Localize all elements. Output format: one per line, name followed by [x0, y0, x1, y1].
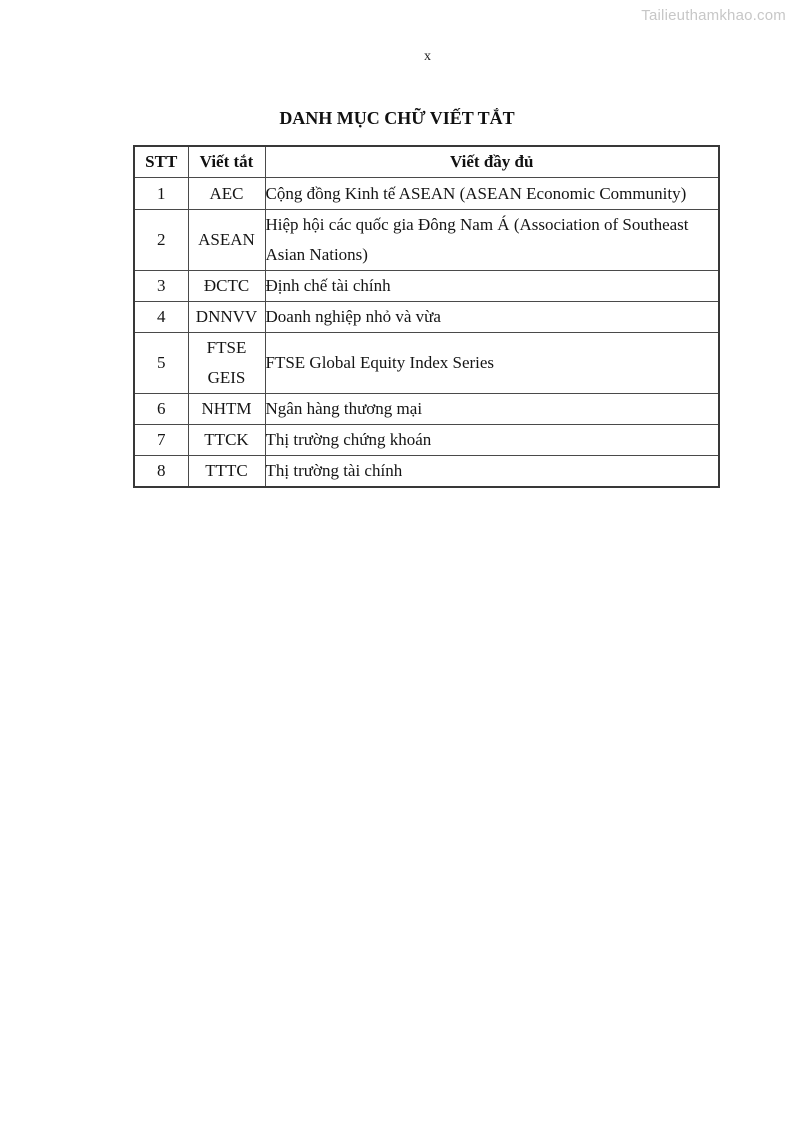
table-row — [134, 425, 719, 456]
cell-full: Định chế tài chính — [265, 271, 719, 302]
page-number: x — [424, 49, 431, 64]
cell-stt: 2 — [134, 210, 188, 271]
table-row — [134, 333, 719, 394]
cell-stt: 8 — [134, 456, 188, 488]
cell-full: FTSE Global Equity Index Series — [265, 333, 719, 394]
cell-abbr: DNNVV — [188, 302, 265, 333]
cell-abbr: ĐCTC — [188, 271, 265, 302]
watermark-text: Tailieuthamkhao.com — [641, 7, 786, 24]
cell-abbr: ASEAN — [188, 210, 265, 271]
cell-stt: 3 — [134, 271, 188, 302]
cell-abbr: NHTM — [188, 394, 265, 425]
cell-abbr: FTSE GEIS — [188, 333, 265, 394]
table-row — [134, 456, 719, 488]
table-header-row — [134, 146, 719, 178]
table-row — [134, 302, 719, 333]
cell-abbr: AEC — [188, 178, 265, 210]
cell-full: Hiệp hội các quốc gia Đông Nam Á (Association of Southeast Asian Nations) — [265, 210, 719, 271]
cell-full: Doanh nghiệp nhỏ và vừa — [265, 302, 719, 333]
table-row — [134, 178, 719, 210]
cell-stt: 6 — [134, 394, 188, 425]
table-row — [134, 271, 719, 302]
cell-stt: 1 — [134, 178, 188, 210]
cell-stt: 5 — [134, 333, 188, 394]
cell-full: Thị trường tài chính — [265, 456, 719, 488]
cell-abbr: TTTC — [188, 456, 265, 488]
cell-abbr: TTCK — [188, 425, 265, 456]
column-header-abbr: Viết tắt — [188, 146, 265, 178]
table-row — [134, 210, 719, 271]
page-title: DANH MỤC CHỮ VIẾT TẮT — [279, 108, 515, 128]
cell-full: Cộng đồng Kinh tế ASEAN (ASEAN Economic Community) — [265, 178, 719, 210]
cell-full: Thị trường chứng khoán — [265, 425, 719, 456]
column-header-full: Viết đầy đủ — [265, 146, 719, 178]
column-header-stt: STT — [134, 146, 188, 178]
cell-stt: 7 — [134, 425, 188, 456]
cell-stt: 4 — [134, 302, 188, 333]
abbreviations-table — [133, 145, 720, 488]
table-row — [134, 394, 719, 425]
cell-full: Ngân hàng thương mại — [265, 394, 719, 425]
